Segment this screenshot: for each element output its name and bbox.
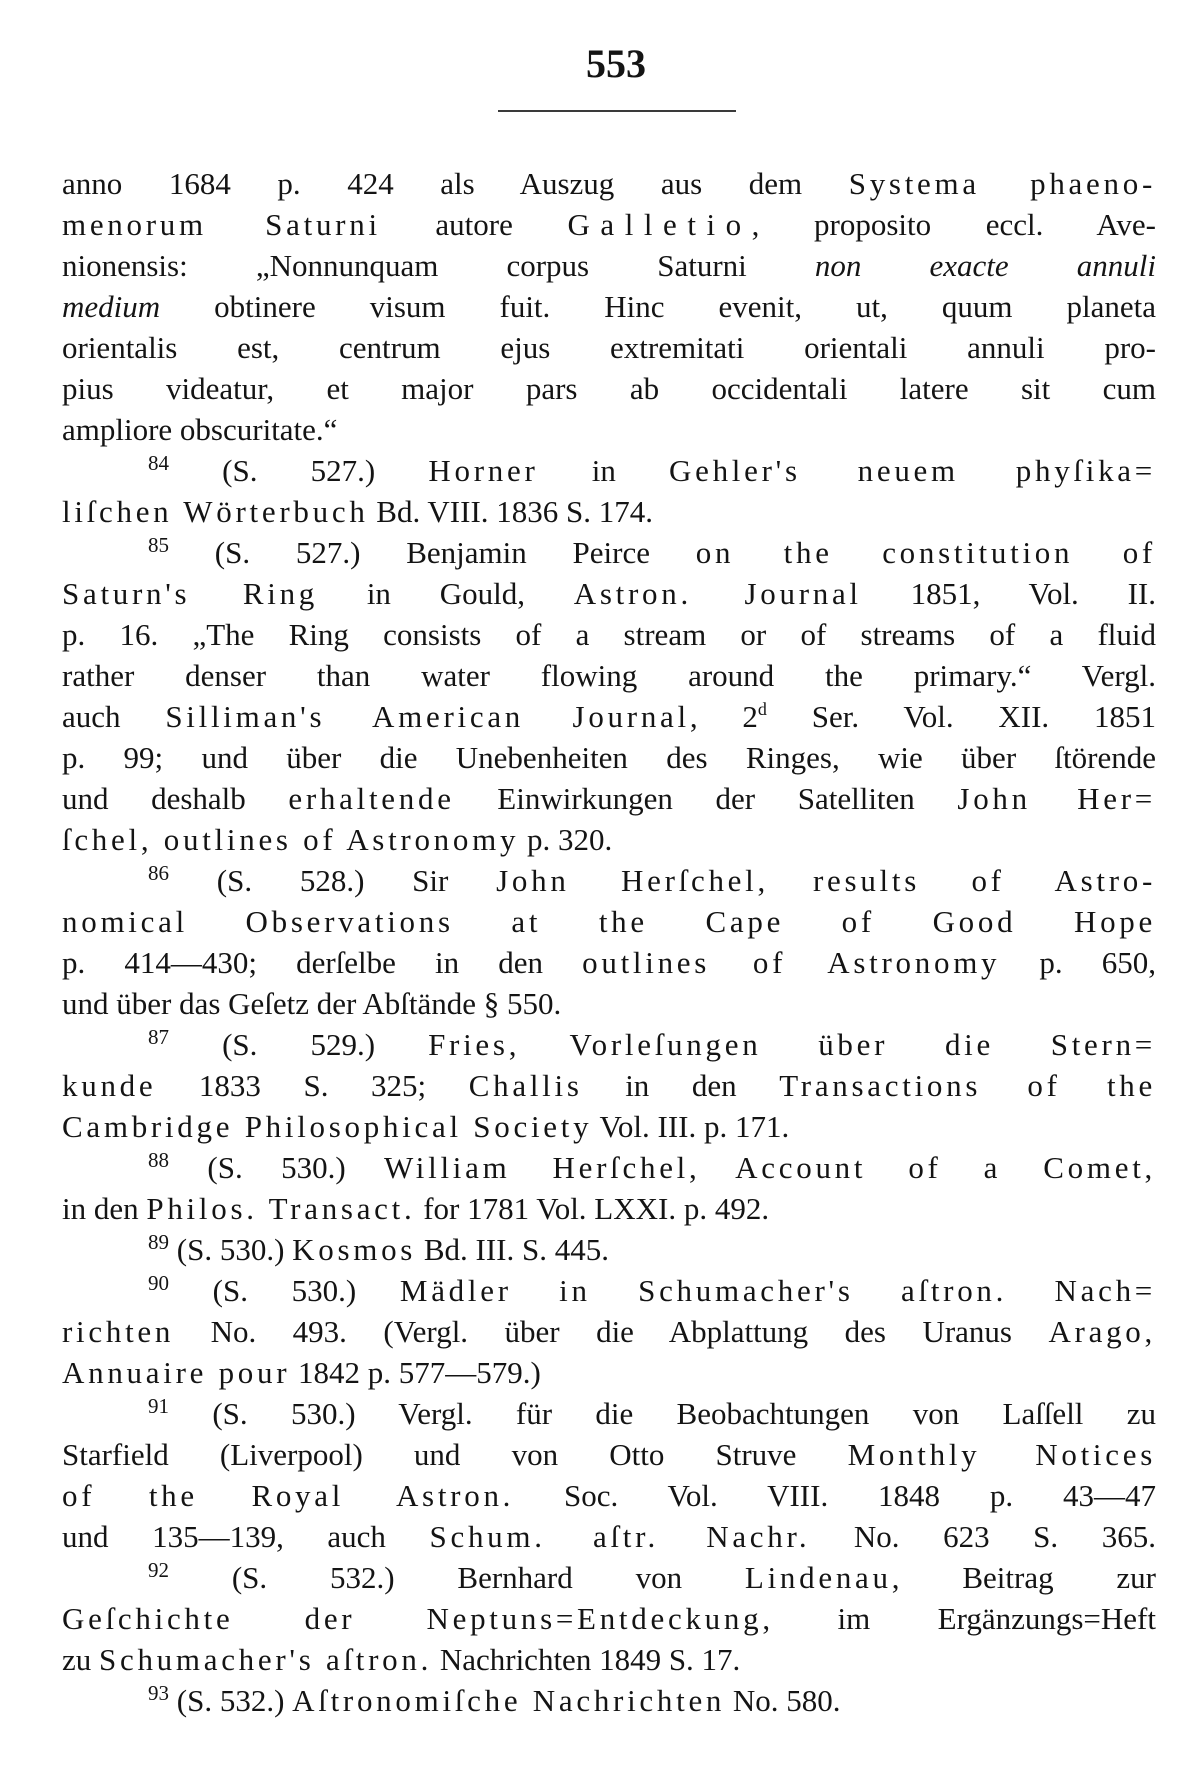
- text-run: (S. 530.): [169, 1232, 293, 1267]
- text-run: anno 1684 p. 424 als Auszug aus dem: [62, 166, 849, 201]
- spaced-text-run: Mädler in Schumacher's aſtron. Nach=: [399, 1273, 1156, 1308]
- text-run: orientalis est, centrum ejus extremitati orientali annuli pro-: [62, 330, 1156, 365]
- text-run: for 1781 Vol. LXXI. p. 492.: [415, 1191, 770, 1226]
- text-line: [62, 819, 1156, 860]
- spaced-text-run: Geſchichte der Neptuns=Entdeckung: [62, 1601, 763, 1636]
- spaced-text-run: Schumacher's aſtron.: [99, 1642, 433, 1677]
- spaced-text-run: Cambridge Philosophical Society: [62, 1109, 593, 1144]
- spaced-text-run: Fries: [428, 1027, 509, 1062]
- spaced-text-run: Horner: [428, 453, 539, 488]
- text-run: (S. 530.) Vergl. für die Beobachtungen von Laſſell zu: [169, 1396, 1156, 1431]
- spaced-text-run: Kosmos: [292, 1232, 417, 1267]
- note-number: 91: [148, 1394, 169, 1418]
- text-line: [62, 1680, 1156, 1721]
- text-run: rather denser than water flowing around the primary.“ Vergl.: [62, 658, 1156, 693]
- text-line: [62, 1147, 1156, 1188]
- endnote-87: [62, 1024, 1156, 1147]
- text-run: auch: [62, 699, 166, 734]
- endnote-91: [62, 1393, 1156, 1557]
- spaced-text-run: liſchen Wörterbuch: [62, 494, 369, 529]
- spaced-text-run: on the constitution of: [695, 535, 1156, 570]
- spaced-text-run: outlines of Astronomy: [582, 945, 1001, 980]
- text-run: Nachrichten 1849 S. 17.: [432, 1642, 741, 1677]
- note-number: 84: [148, 451, 169, 475]
- text-run: obtinere visum fuit. Hinc evenit, ut, quum planeta: [160, 289, 1156, 324]
- text-run: in Gould,: [318, 576, 574, 611]
- spaced-text-run: nomical Observations at the Cape of Good Hope: [62, 904, 1156, 939]
- italic-text-run: non exacte annuli: [814, 248, 1156, 283]
- text-line: [62, 1270, 1156, 1311]
- text-run: Einwirkungen der Satelliten: [454, 781, 958, 816]
- text-line: [62, 1639, 1156, 1680]
- text-line: [62, 901, 1156, 942]
- text-line: [62, 204, 1156, 245]
- text-run: 1833 S. 325;: [156, 1068, 469, 1103]
- spaced-text-run: Challis: [468, 1068, 583, 1103]
- page-body: [62, 163, 1156, 1721]
- spaced-text-run: of the Royal Astron.: [62, 1478, 515, 1513]
- text-line: [62, 983, 1156, 1024]
- note-number: 88: [148, 1148, 169, 1172]
- text-line: [62, 450, 1156, 491]
- spaced-text-run: Systema phaeno-: [848, 166, 1156, 201]
- text-line: [62, 327, 1156, 368]
- text-line: [62, 1393, 1156, 1434]
- text-run: No. 580.: [725, 1683, 841, 1718]
- spaced-text-run: Silliman's American Journal: [165, 699, 690, 734]
- text-line: [62, 532, 1156, 573]
- endnote-84: [62, 450, 1156, 532]
- note-number: 90: [148, 1271, 169, 1295]
- text-line: [62, 1516, 1156, 1557]
- spaced-text-run: Astron. Journal: [573, 576, 862, 611]
- text-run: (S. 530.): [169, 1150, 385, 1185]
- endnote-86: [62, 860, 1156, 1024]
- text-line: [62, 778, 1156, 819]
- spaced-text-run: menorum Saturni: [62, 207, 381, 242]
- italic-text-run: medium: [62, 289, 161, 324]
- text-run: , im Ergänzungs=Heft: [762, 1601, 1156, 1636]
- text-line: [62, 737, 1156, 778]
- text-run: 1851, Vol. II.: [861, 576, 1156, 611]
- text-line: [62, 245, 1156, 286]
- spaced-text-run: Vorleſungen über die Stern=: [569, 1027, 1156, 1062]
- page-number: 553: [586, 41, 646, 86]
- text-line: [62, 1229, 1156, 1270]
- endnote-90: [62, 1270, 1156, 1393]
- note-number: 93: [148, 1681, 169, 1705]
- text-run: , Beitrag zur: [891, 1560, 1156, 1595]
- text-run: p. 99; und über die Unebenheiten des Ringes, wie über ſtörende: [62, 740, 1156, 775]
- spaced-text-run: Arago,: [1048, 1314, 1156, 1349]
- text-line: [62, 1434, 1156, 1475]
- spaced-text-run: John Herſchel: [496, 863, 758, 898]
- text-run: (S. 532.) Bernhard von: [169, 1560, 745, 1595]
- spaced-text-run: results of Astro-: [813, 863, 1156, 898]
- spaced-text-run: erhaltende: [288, 781, 455, 816]
- text-run: (S. 528.) Sir: [169, 863, 497, 898]
- endnote-89: [62, 1229, 1156, 1270]
- text-line: [62, 1065, 1156, 1106]
- text-run: (S. 532.): [169, 1683, 293, 1718]
- text-run: p. 414—430; derſelbe in den: [62, 945, 583, 980]
- spaced-text-run: Transactions of the: [779, 1068, 1156, 1103]
- text-line: [62, 860, 1156, 901]
- text-line: [62, 1598, 1156, 1639]
- text-run: (S. 529.): [169, 1027, 429, 1062]
- text-run: in den: [62, 1191, 147, 1226]
- text-run: in: [538, 453, 669, 488]
- text-run: Starfield (Liverpool) und von Otto Struve: [62, 1437, 848, 1472]
- spaced-text-run: Aſtronomiſche Nachrichten: [292, 1683, 726, 1718]
- spaced-text-run: Monthly Notices: [847, 1437, 1156, 1472]
- spaced-text-run: kunde: [62, 1068, 157, 1103]
- header-rule: [498, 110, 736, 112]
- endnote-92: [62, 1557, 1156, 1680]
- spaced-text-run: Galletio: [567, 207, 752, 242]
- spaced-text-run: William Herſchel: [384, 1150, 690, 1185]
- text-run: ,: [689, 1150, 736, 1185]
- text-line: [62, 1106, 1156, 1147]
- text-run: ampliore obscuritate.“: [62, 412, 338, 447]
- text-line: [62, 1311, 1156, 1352]
- text-run: Soc. Vol. VIII. 1848 p. 43—47: [514, 1478, 1156, 1513]
- endnote-85: [62, 532, 1156, 860]
- spaced-text-run: Schum. aſtr. Nachr.: [429, 1519, 811, 1554]
- note-number: 92: [148, 1558, 169, 1582]
- text-run: ,: [508, 1027, 570, 1062]
- text-run: , proposito eccl. Ave-: [751, 207, 1156, 242]
- text-run: No. 623 S. 365.: [810, 1519, 1156, 1554]
- endnote-93: [62, 1680, 1156, 1721]
- text-run: nionensis: „Nonnunquam corpus Saturni: [62, 248, 815, 283]
- text-run: Vol. III. p. 171.: [592, 1109, 790, 1144]
- text-run: und über das Geſetz der Abſtände § 550.: [62, 986, 562, 1021]
- spaced-text-run: Annuaire pour: [62, 1355, 291, 1390]
- text-line: [62, 942, 1156, 983]
- text-run: und 135—139, auch: [62, 1519, 430, 1554]
- continued-note-text: [62, 163, 1156, 450]
- text-line: [62, 409, 1156, 450]
- text-run: ,: [757, 863, 814, 898]
- text-run: Bd. III. S. 445.: [416, 1232, 609, 1267]
- note-number: 89: [148, 1230, 169, 1254]
- spaced-text-run: Lindenau: [744, 1560, 892, 1595]
- text-line: [62, 163, 1156, 204]
- endnote-88: [62, 1147, 1156, 1229]
- text-line: [62, 491, 1156, 532]
- text-line: [62, 1557, 1156, 1598]
- superscript-text: d: [757, 699, 767, 719]
- note-number: 86: [148, 861, 169, 885]
- text-run: Bd. VIII. 1836 S. 174.: [368, 494, 654, 529]
- spaced-text-run: Philos. Transact.: [146, 1191, 416, 1226]
- text-run: 1842 p. 577—579.): [290, 1355, 541, 1390]
- text-line: [62, 573, 1156, 614]
- text-run: (S. 527.): [169, 453, 429, 488]
- text-run: p. 320.: [519, 822, 613, 857]
- text-run: (S. 527.) Benjamin Peirce: [169, 535, 696, 570]
- text-line: [62, 1475, 1156, 1516]
- text-run: (S. 530.): [169, 1273, 400, 1308]
- text-line: [62, 614, 1156, 655]
- text-run: Ser. Vol. XII. 1851: [766, 699, 1156, 734]
- spaced-text-run: Saturn's Ring: [62, 576, 319, 611]
- note-number: 87: [148, 1025, 169, 1049]
- text-run: pius videatur, et major pars ab occidentali latere sit cum: [62, 371, 1156, 406]
- text-run: , 2: [689, 699, 758, 734]
- text-line: [62, 655, 1156, 696]
- spaced-text-run: Account of a Comet,: [735, 1150, 1156, 1185]
- spaced-text-run: Gehler's neuem phyſika=: [669, 453, 1156, 488]
- text-run: No. 493. (Vergl. über die Abplattung des Uranus: [174, 1314, 1049, 1349]
- text-line: [62, 1024, 1156, 1065]
- spaced-text-run: richten: [62, 1314, 175, 1349]
- text-line: [62, 1188, 1156, 1229]
- text-run: und deshalb: [62, 781, 289, 816]
- text-run: in den: [582, 1068, 780, 1103]
- spaced-text-run: John Her=: [957, 781, 1156, 816]
- text-run: autore: [380, 207, 568, 242]
- note-number: 85: [148, 533, 169, 557]
- text-run: p. 16. „The Ring consists of a stream or of streams of a fluid: [62, 617, 1156, 652]
- text-line: [62, 286, 1156, 327]
- text-line: [62, 696, 1156, 737]
- text-run: p. 650,: [1000, 945, 1156, 980]
- text-line: [62, 1352, 1156, 1393]
- spaced-text-run: ſchel, outlines of Astronomy: [62, 822, 520, 857]
- text-run: zu: [62, 1642, 100, 1677]
- text-line: [62, 368, 1156, 409]
